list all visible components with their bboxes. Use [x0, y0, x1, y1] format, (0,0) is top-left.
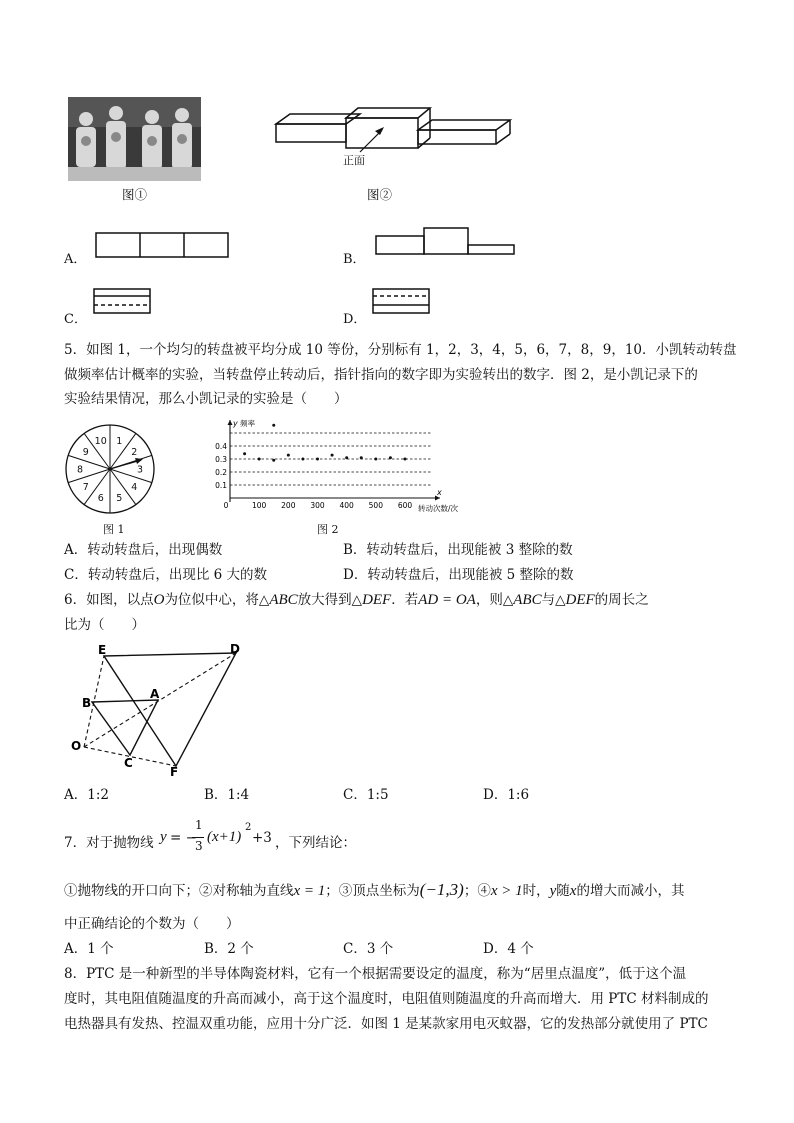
q7-option-c: C．3 个	[343, 941, 394, 957]
q7-stmt-2: ；③顶点坐标为	[325, 883, 420, 899]
data-point	[404, 458, 407, 461]
x-tick-label: 300	[310, 501, 325, 510]
y-axis-var: y	[233, 419, 238, 428]
q7-stmt-4: 时，	[522, 883, 550, 899]
q7-formula-exp: 2	[245, 822, 252, 833]
spinner-spoke	[68, 469, 110, 483]
spinner-number: 10	[94, 435, 107, 447]
q6-option-a: A．1:2	[64, 787, 109, 803]
label-f: F	[170, 765, 179, 779]
q7-option-b: B．2 个	[204, 941, 254, 957]
q7-stmt-1: ①抛物线的开口向下；②对称轴为直线	[64, 883, 294, 899]
q6-var-abc: ABC	[269, 592, 298, 608]
q7-stmt-5: 随	[556, 883, 570, 899]
q8-line-2: 度时，其电阻值随温度的升高而减小，高于这个温度时，电阻值则随温度的升高而增大．用 PTC 材料制成的	[64, 991, 709, 1007]
q7-line-3: 中正确结论的个数为（ ）	[64, 916, 240, 932]
q6-option-b: B．1:4	[204, 787, 250, 803]
data-point	[316, 458, 319, 461]
spinner-number: 2	[131, 446, 138, 458]
q7-formula-den: 3	[195, 839, 203, 853]
q6-text-e: ，则△	[475, 592, 514, 608]
data-point	[331, 454, 334, 457]
data-point	[287, 454, 290, 457]
q7-formula-body: (x+1)	[207, 829, 242, 845]
spinner-number: 3	[136, 464, 144, 476]
q5-option-b: B．转动转盘后，出现能被 3 整除的数	[343, 542, 573, 558]
q4-option-c-view	[92, 287, 154, 317]
q6-line-1	[64, 591, 649, 609]
q7-formula-y: y	[160, 829, 167, 845]
data-point	[374, 458, 377, 461]
data-point	[243, 452, 246, 455]
q5-fig2-caption: 图 2	[317, 523, 339, 536]
q6-var-o: O	[153, 592, 165, 608]
q7-stmt-3: ；④	[463, 883, 491, 899]
q7-formula-num: 1	[195, 818, 203, 832]
spinner-number: 9	[82, 446, 89, 458]
x-axis-label: 转动次数/次	[417, 504, 458, 513]
q4-option-a-label: A．	[64, 252, 87, 267]
label-d: D	[230, 642, 240, 656]
data-point	[272, 459, 275, 462]
q7-stmt-6: 的增大而减小，其	[576, 883, 685, 899]
q7-formula-tail: +3	[252, 830, 272, 846]
q6-text-f: 与△	[541, 592, 566, 608]
q7-line-2	[64, 881, 684, 900]
q5-line-2: 做频率估计概率的实验，当转盘停止转动后，指针指向的数字即为实验转出的数字．图 2，是小凯记录下的	[64, 367, 698, 383]
y-tick-label: 0.2	[215, 468, 227, 477]
y-axis-label: 频率	[240, 419, 255, 428]
q5-spinner-figure	[63, 422, 159, 518]
q8-line-3: 电热器具有发热、控温双重功能，应用十分广泛．如图 1 是某款家用电灭蚊器，它的发热部分就使用了 PTC	[64, 1016, 708, 1032]
q4-fig2-caption: 图②	[367, 187, 393, 202]
x-tick-label: 200	[281, 501, 296, 510]
label-e: E	[98, 643, 107, 657]
q7-formula-bar	[192, 837, 204, 838]
triangle-abc	[92, 700, 158, 755]
podium-photo	[68, 97, 201, 181]
q4-option-b-label: B．	[343, 252, 366, 267]
spinner-number: 4	[131, 482, 138, 494]
triangle-def	[104, 653, 236, 766]
spinner-number: 5	[116, 493, 123, 505]
q4-option-c-label: C．	[64, 312, 87, 327]
q5-option-c: C．转动转盘后，出现比 6 大的数	[64, 567, 268, 583]
data-point	[345, 456, 348, 459]
q5-option-a: A．转动转盘后，出现偶数	[64, 542, 223, 558]
q7-stmt-vertex: (−1,3)	[419, 880, 464, 899]
spinner-spoke	[110, 469, 152, 483]
front-arrow-head	[375, 127, 384, 135]
data-point	[389, 456, 392, 459]
q7-stmt-cond: x > 1	[490, 883, 523, 899]
spinner-pointer-head	[135, 458, 143, 464]
q6-text-c: 放大得到△	[297, 592, 363, 608]
y-axis-arrow	[228, 420, 233, 425]
spinner-number: 1	[116, 435, 123, 447]
podium-photo-graphic	[68, 97, 201, 181]
q7-option-a: A．1 个	[64, 941, 114, 957]
q4-option-d-view	[371, 287, 433, 317]
data-point	[301, 458, 304, 461]
x-tick-label: 400	[339, 501, 354, 510]
q4-option-a-view	[95, 232, 233, 260]
q6-text-a: 6．如图，以点	[64, 592, 154, 608]
q5-fig1-caption: 图 1	[103, 523, 125, 536]
q6-text-b: 为位似中心，将△	[164, 592, 270, 608]
x-tick-label: 600	[397, 501, 413, 510]
label-b: B	[82, 696, 92, 710]
q7-stmt-y: y	[549, 883, 557, 899]
q8-line-1: 8．PTC 是一种新型的半导体陶瓷材料，它有一个根据需要设定的温度，称为“居里点温度”，低于这个温	[64, 966, 687, 982]
q7-lead: 7．对于抛物线	[64, 835, 154, 851]
q6-option-d: D．1:6	[483, 787, 530, 803]
q7-lead-tail: ，下列结论：	[275, 835, 356, 851]
q6-var-def-2: DEF	[565, 592, 595, 608]
y-tick-label: 0.3	[215, 455, 227, 464]
q6-text-d: ．若	[391, 592, 419, 608]
spinner-number: 7	[82, 482, 89, 494]
q6-var-abc-2: ABC	[513, 592, 542, 608]
q4-podium-3d-figure	[268, 100, 518, 172]
q7-stmt-x: x	[569, 883, 577, 899]
q4-option-b-view	[374, 226, 519, 258]
q5-line-3: 实验结果情况，那么小凯记录的实验是（ ）	[64, 391, 348, 407]
y-tick-label: 0.1	[215, 481, 227, 490]
spinner-number: 6	[97, 493, 104, 505]
q6-text-g: 的周长之	[594, 592, 649, 608]
q7-stmt-x1: x = 1	[293, 883, 326, 899]
q4-front-label: 正面	[343, 154, 365, 167]
data-point	[360, 456, 363, 459]
q5-frequency-chart	[200, 416, 460, 522]
q4-option-d-label: D．	[343, 312, 367, 327]
q6-equation: AD = OA	[418, 592, 476, 608]
data-point	[258, 458, 261, 461]
spinner-number: 8	[76, 464, 84, 476]
q6-var-def: DEF	[362, 592, 392, 608]
q6-option-c: C．1:5	[343, 787, 389, 803]
label-c: C	[124, 756, 133, 770]
q7-formula-eq: = −	[170, 830, 197, 846]
label-o: O	[71, 739, 82, 753]
x-tick-label: 100	[252, 501, 267, 510]
q5-option-d: D．转动转盘后，出现能被 5 整除的数	[343, 567, 574, 583]
origin-label: 0	[223, 501, 229, 510]
q6-similarity-figure	[64, 640, 254, 780]
data-point	[272, 424, 275, 427]
q7-option-d: D．4 个	[483, 941, 534, 957]
label-a: A	[150, 687, 160, 701]
x-tick-label: 500	[368, 501, 383, 510]
x-axis-var: x	[437, 488, 442, 497]
q5-line-1: 5．如图 1，一个均匀的转盘被平均分成 10 等份，分别标有 1，2，3，4，5，6，7，8，9，10．小凯转动转盘	[64, 342, 737, 358]
q4-fig1-caption: 图①	[122, 187, 148, 202]
spinner-spoke	[68, 455, 110, 469]
y-tick-label: 0.4	[215, 442, 227, 451]
q6-line-2: 比为（ ）	[64, 617, 145, 633]
